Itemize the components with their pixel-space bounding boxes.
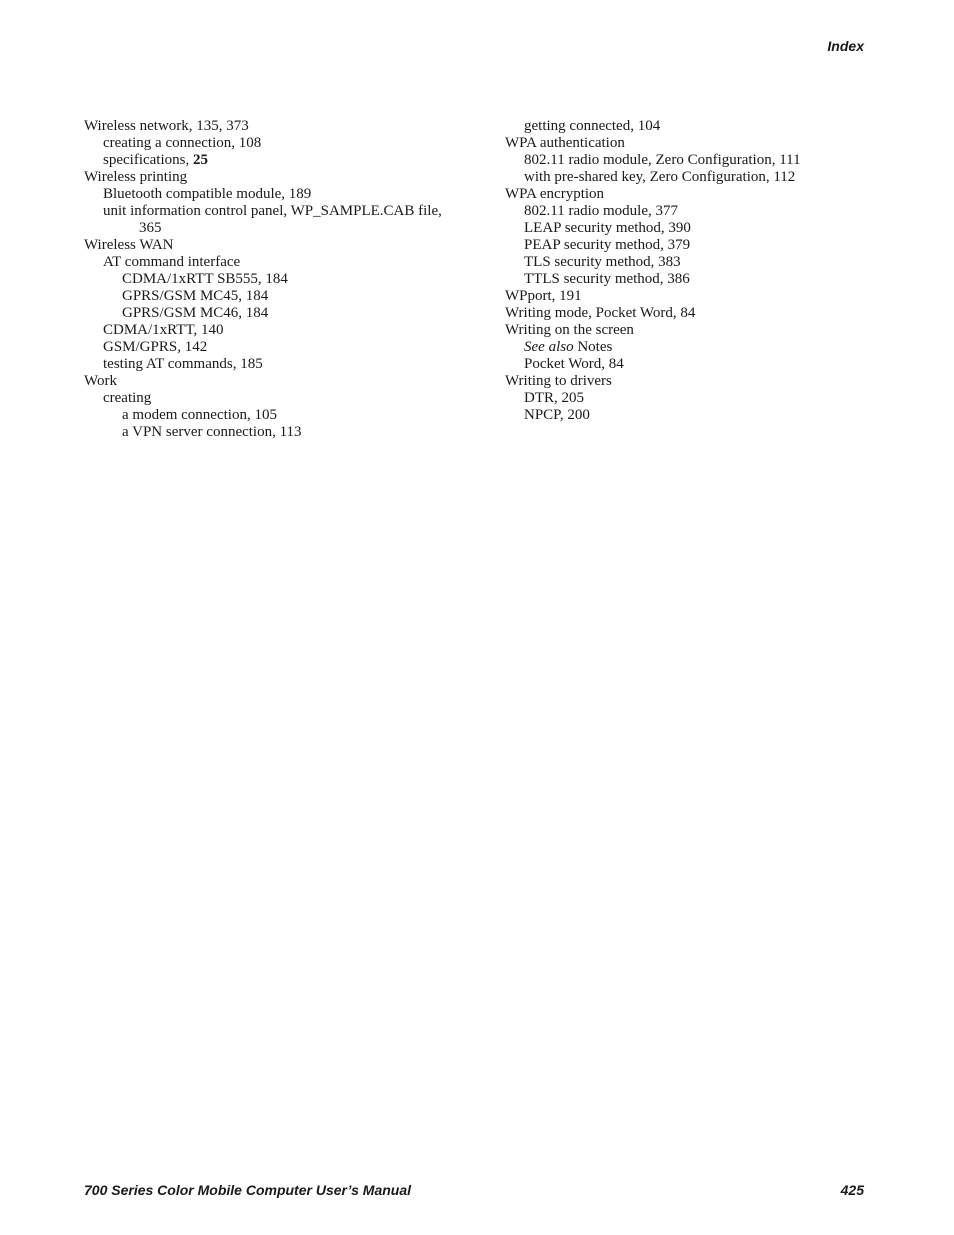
index-entry: WPA authentication bbox=[505, 135, 625, 151]
index-subentry: Bluetooth compatible module, 189 bbox=[103, 186, 312, 202]
index-subentry: 802.11 radio module, Zero Configuration, 111 bbox=[524, 152, 801, 168]
index-column-right bbox=[505, 118, 905, 424]
index-subentry: creating a connection, 108 bbox=[103, 135, 262, 151]
index-entry: Writing mode, Pocket Word, 84 bbox=[505, 305, 696, 321]
index-subsubentry: a VPN server connection, 113 bbox=[122, 424, 302, 440]
manual-title: 700 Series Color Mobile Computer User’s Manual bbox=[84, 1182, 412, 1198]
index-entry: Wireless printing bbox=[84, 169, 188, 185]
index-subentry: 802.11 radio module, 377 bbox=[524, 203, 679, 219]
index-subentry: getting connected, 104 bbox=[524, 118, 661, 134]
see-also-label: See also bbox=[524, 339, 574, 355]
index-entry: WPA encryption bbox=[505, 186, 605, 202]
index-subsubentry: GPRS/GSM MC46, 184 bbox=[122, 305, 269, 321]
index-subentry: DTR, 205 bbox=[524, 390, 584, 406]
page-number: 425 bbox=[840, 1182, 864, 1198]
index-entry: WPport, 191 bbox=[505, 288, 582, 304]
index-subsubentry: CDMA/1xRTT SB555, 184 bbox=[122, 271, 288, 287]
index-subentry: Pocket Word, 84 bbox=[524, 356, 624, 372]
index-subentry: creating bbox=[103, 390, 152, 406]
index-entry: Wireless WAN bbox=[84, 237, 174, 253]
running-header-title: Index bbox=[827, 38, 864, 54]
page-footer bbox=[84, 1182, 864, 1198]
index-subentry: TLS security method, 383 bbox=[524, 254, 681, 270]
index-entry: Writing to drivers bbox=[505, 373, 612, 389]
index-subentry: NPCP, 200 bbox=[524, 407, 590, 423]
index-column-left bbox=[84, 118, 484, 441]
index-entry: Work bbox=[84, 373, 117, 389]
index-subentry: CDMA/1xRTT, 140 bbox=[103, 322, 224, 338]
index-entry: Wireless network, 135, 373 bbox=[84, 118, 249, 134]
index-subentry: See also Notes bbox=[524, 339, 613, 355]
index-subentry: specifications, 25 bbox=[103, 152, 208, 168]
index-subentry: TTLS security method, 386 bbox=[524, 271, 690, 287]
index-subentry: GSM/GPRS, 142 bbox=[103, 339, 208, 355]
index-subentry: with pre-shared key, Zero Configuration, 112 bbox=[524, 169, 796, 185]
index-subentry: LEAP security method, 390 bbox=[524, 220, 691, 236]
index-subentry: testing AT commands, 185 bbox=[103, 356, 263, 372]
index-subsubentry: a modem connection, 105 bbox=[122, 407, 277, 423]
index-subentry: PEAP security method, 379 bbox=[524, 237, 691, 253]
index-subentry: AT command interface bbox=[103, 254, 241, 270]
index-subsubentry: GPRS/GSM MC45, 184 bbox=[122, 288, 269, 304]
index-continuation: 365 bbox=[139, 220, 162, 236]
bold-page-ref: 25 bbox=[192, 152, 208, 168]
index-subentry: unit information control panel, WP_SAMPLE.CAB file, bbox=[103, 203, 442, 219]
index-entry: Writing on the screen bbox=[505, 322, 634, 338]
